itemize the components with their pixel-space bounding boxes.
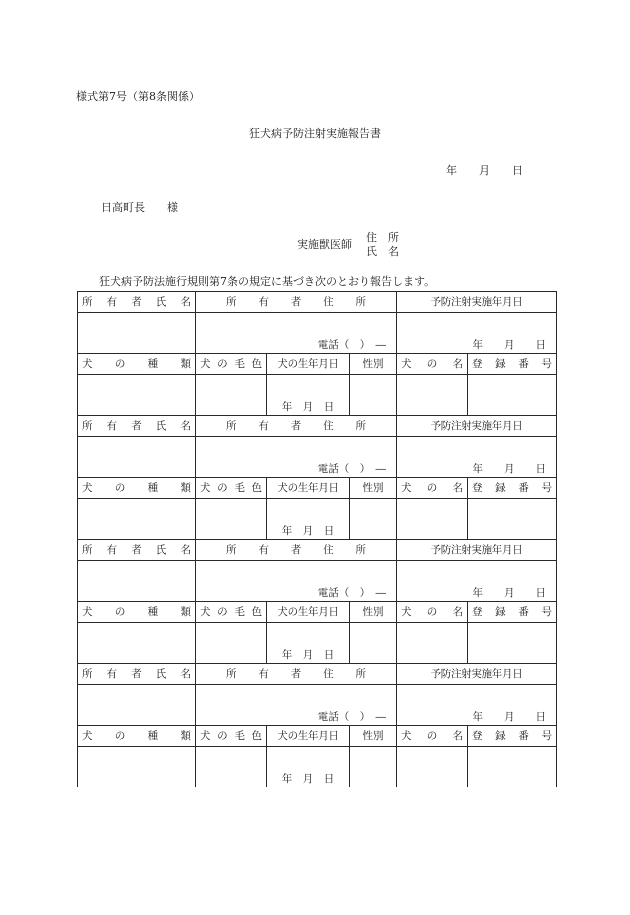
dog-sex-cell[interactable] <box>350 747 397 788</box>
dog-type-header: 犬の種類 <box>78 354 196 375</box>
owner-header-row <box>78 664 557 685</box>
dog-type-cell[interactable] <box>78 499 196 540</box>
dog-type-cell[interactable] <box>78 747 196 788</box>
owner-entry-row <box>78 685 557 726</box>
registration-number-cell[interactable] <box>468 623 557 664</box>
owner-address-cell[interactable]: 電話（ ） ― <box>196 437 397 478</box>
owner-name-cell[interactable] <box>78 437 196 478</box>
owner-name-cell[interactable] <box>78 685 196 726</box>
registration-number-header: 登録番号 <box>468 478 557 499</box>
owner-address-cell[interactable]: 電話（ ） ― <box>196 685 397 726</box>
owner-name-cell[interactable] <box>78 313 196 354</box>
report-table <box>77 291 557 787</box>
dog-type-header: 犬の種類 <box>78 478 196 499</box>
injection-date-cell[interactable]: 年 月 日 <box>397 561 557 602</box>
dog-type-header: 犬の種類 <box>78 726 196 747</box>
owner-address-header: 所有者住所 <box>196 292 397 313</box>
dog-entry-row <box>78 747 557 788</box>
dog-color-header: 犬の毛色 <box>196 602 267 623</box>
dog-birthdate-cell[interactable]: 年 月 日 <box>267 375 350 416</box>
dog-color-header: 犬の毛色 <box>196 478 267 499</box>
dog-sex-header: 性別 <box>350 602 397 623</box>
dog-birthdate-header: 犬の生年月日 <box>267 478 350 499</box>
dog-header-row <box>78 726 557 747</box>
dog-type-cell[interactable] <box>78 623 196 664</box>
injection-date-header: 予防注射実施年月日 <box>397 540 557 561</box>
injection-date-cell[interactable]: 年 月 日 <box>397 437 557 478</box>
addressee: 日高町長 様 <box>101 201 178 214</box>
injection-date-cell[interactable]: 年 月 日 <box>397 685 557 726</box>
injection-date-header: 予防注射実施年月日 <box>397 664 557 685</box>
registration-number-header: 登録番号 <box>468 726 557 747</box>
registration-number-header: 登録番号 <box>468 602 557 623</box>
dog-color-cell[interactable] <box>196 499 267 540</box>
form-number: 様式第7号（第8条関係） <box>76 90 200 103</box>
dog-color-cell[interactable] <box>196 747 267 788</box>
dog-birthdate-cell[interactable]: 年 月 日 <box>267 747 350 788</box>
owner-header-row <box>78 540 557 561</box>
dog-sex-cell[interactable] <box>350 623 397 664</box>
owner-entry-row <box>78 313 557 354</box>
registration-number-cell[interactable] <box>468 499 557 540</box>
dog-birthdate-header: 犬の生年月日 <box>267 726 350 747</box>
dog-name-cell[interactable] <box>397 375 468 416</box>
owner-address-header: 所有者住所 <box>196 416 397 437</box>
dog-color-header: 犬の毛色 <box>196 354 267 375</box>
owner-name-header: 所有者氏名 <box>78 416 196 437</box>
signer-name-label: 氏 名 <box>366 245 399 258</box>
dog-type-cell[interactable] <box>78 375 196 416</box>
dog-birthdate-cell[interactable]: 年 月 日 <box>267 499 350 540</box>
registration-number-header: 登録番号 <box>468 354 557 375</box>
dog-name-header: 犬の名 <box>397 602 468 623</box>
dog-header-row <box>78 602 557 623</box>
owner-name-cell[interactable] <box>78 561 196 602</box>
dog-color-cell[interactable] <box>196 623 267 664</box>
owner-entry-row <box>78 437 557 478</box>
owner-header-row <box>78 292 557 313</box>
injection-date-cell[interactable]: 年 月 日 <box>397 313 557 354</box>
owner-header-row <box>78 416 557 437</box>
registration-number-cell[interactable] <box>468 747 557 788</box>
injection-date-header: 予防注射実施年月日 <box>397 292 557 313</box>
dog-name-header: 犬の名 <box>397 354 468 375</box>
dog-header-row <box>78 478 557 499</box>
owner-address-header: 所有者住所 <box>196 540 397 561</box>
dog-name-cell[interactable] <box>397 499 468 540</box>
dog-name-header: 犬の名 <box>397 478 468 499</box>
signer-address-label: 住 所 <box>366 231 399 244</box>
owner-address-cell[interactable]: 電話（ ） ― <box>196 561 397 602</box>
owner-name-header: 所有者氏名 <box>78 540 196 561</box>
dog-type-header: 犬の種類 <box>78 602 196 623</box>
dog-sex-header: 性別 <box>350 354 397 375</box>
dog-birthdate-header: 犬の生年月日 <box>267 354 350 375</box>
dog-entry-row <box>78 375 557 416</box>
dog-sex-header: 性別 <box>350 726 397 747</box>
dog-name-cell[interactable] <box>397 747 468 788</box>
owner-name-header: 所有者氏名 <box>78 664 196 685</box>
dog-sex-cell[interactable] <box>350 499 397 540</box>
signer-label: 実施獣医師 <box>297 238 352 251</box>
owner-address-cell[interactable]: 電話（ ） ― <box>196 313 397 354</box>
dog-entry-row <box>78 623 557 664</box>
dog-sex-header: 性別 <box>350 478 397 499</box>
intro-text: 狂犬病予防法施行規則第7条の規定に基づき次のとおり報告します。 <box>99 275 436 288</box>
dog-color-header: 犬の毛色 <box>196 726 267 747</box>
dog-sex-cell[interactable] <box>350 375 397 416</box>
dog-birthdate-cell[interactable]: 年 月 日 <box>267 623 350 664</box>
dog-color-cell[interactable] <box>196 375 267 416</box>
registration-number-cell[interactable] <box>468 375 557 416</box>
dog-name-cell[interactable] <box>397 623 468 664</box>
dog-header-row <box>78 354 557 375</box>
date-line: 年 月 日 <box>446 164 523 177</box>
owner-name-header: 所有者氏名 <box>78 292 196 313</box>
injection-date-header: 予防注射実施年月日 <box>397 416 557 437</box>
dog-birthdate-header: 犬の生年月日 <box>267 602 350 623</box>
dog-entry-row <box>78 499 557 540</box>
form-title: 狂犬病予防注射実施報告書 <box>249 127 381 140</box>
owner-address-header: 所有者住所 <box>196 664 397 685</box>
owner-entry-row <box>78 561 557 602</box>
dog-name-header: 犬の名 <box>397 726 468 747</box>
